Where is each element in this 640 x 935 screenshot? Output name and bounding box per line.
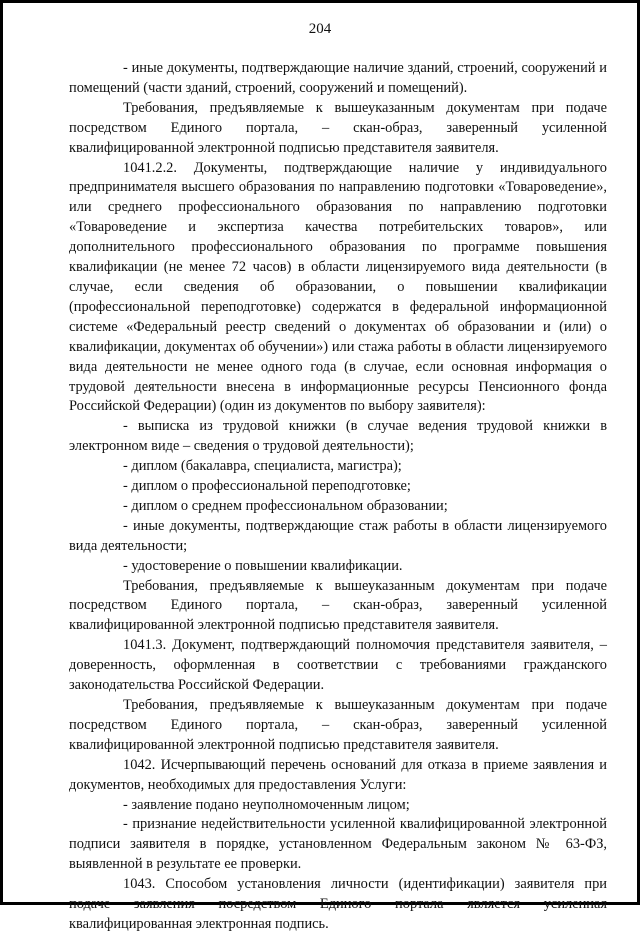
- paragraph: Требования, предъявляемые к вышеуказанным документам при подаче посредством Единого портала, – скан-образ, заверенный усиленной квалифицированной электронной подписью представителя заявителя.: [69, 577, 607, 634]
- list-item: - выписка из трудовой книжки (в случае ведения трудовой книжки в электронном виде – сведения о трудовой деятельности);: [69, 418, 607, 455]
- list-item: - заявление подано неуполномоченным лицом;: [123, 796, 410, 813]
- paragraph: 1041.3. Документ, подтверждающий полномочия представителя заявителя, – доверенность, оформленная в соответствии с требованиями гражданского законодательства Российской Федерации.: [69, 637, 607, 694]
- list-item: - диплом о среднем профессиональном образовании;: [123, 497, 448, 514]
- list-item: - диплом (бакалавра, специалиста, магистра);: [123, 458, 402, 475]
- paragraph: 1043. Способом установления личности (идентификации) заявителя при подаче заявления посредством Единого портала является усиленная квалифицированная электронная подпись.: [69, 876, 607, 932]
- document-body: [69, 59, 607, 935]
- list-item: - удостоверение о повышении квалификации.: [123, 557, 403, 574]
- paragraph: 1041.2.2. Документы, подтверждающие наличие у индивидуального предпринимателя высшего образования по направлению подготовки «Товароведение», или среднего профессионального образования по направлению подготовки «Товароведение и экспертиза качества потребительских товаров», или дополнительного профессионального образования по программе повышения квалификации (не менее 72 часов) в области лицензируемого вида деятельности (в случае, если сведения об образовании, о повышении квалификации (профессиональной переподготовке) содержатся в федеральной информационной системе «Федеральный реестр сведений о документах об образовании и (или) о квалификации, документах об обучении») или стажа работы в области лицензируемого вида деятельности не менее одного года (в случае, если основная информация о трудовой деятельности внесена в информационные ресурсы Пенсионного фонда Российской Федерации) (один из документов по выбору заявителя):: [69, 159, 607, 415]
- paragraph: - иные документы, подтверждающие наличие зданий, строений, сооружений и помещений (части зданий, строений, сооружений и помещений).: [69, 60, 607, 96]
- list-item: - иные документы, подтверждающие стаж работы в области лицензируемого вида деятельности;: [69, 517, 607, 554]
- list-item: - диплом о профессиональной переподготовке;: [123, 478, 411, 495]
- page-number: 204: [308, 21, 332, 37]
- paragraph: Требования, предъявляемые к вышеуказанным документам при подаче посредством Единого портала, – скан-образ, заверенный усиленной квалифицированной электронной подписью представителя заявителя.: [69, 99, 607, 156]
- paragraph: Требования, предъявляемые к вышеуказанным документам при подаче посредством Единого портала, – скан-образ, заверенный усиленной квалифицированной электронной подписью представителя заявителя.: [69, 697, 607, 753]
- list-item: - признание недействительности усиленной квалифицированной электронной подписи заявителя в порядке, установленном Федеральным законом № 63-ФЗ, выявленной в результате ее проверки.: [69, 816, 607, 873]
- paragraph: 1042. Исчерпывающий перечень оснований для отказа в приеме заявления и документов, необходимых для предоставления Услуги:: [69, 756, 607, 793]
